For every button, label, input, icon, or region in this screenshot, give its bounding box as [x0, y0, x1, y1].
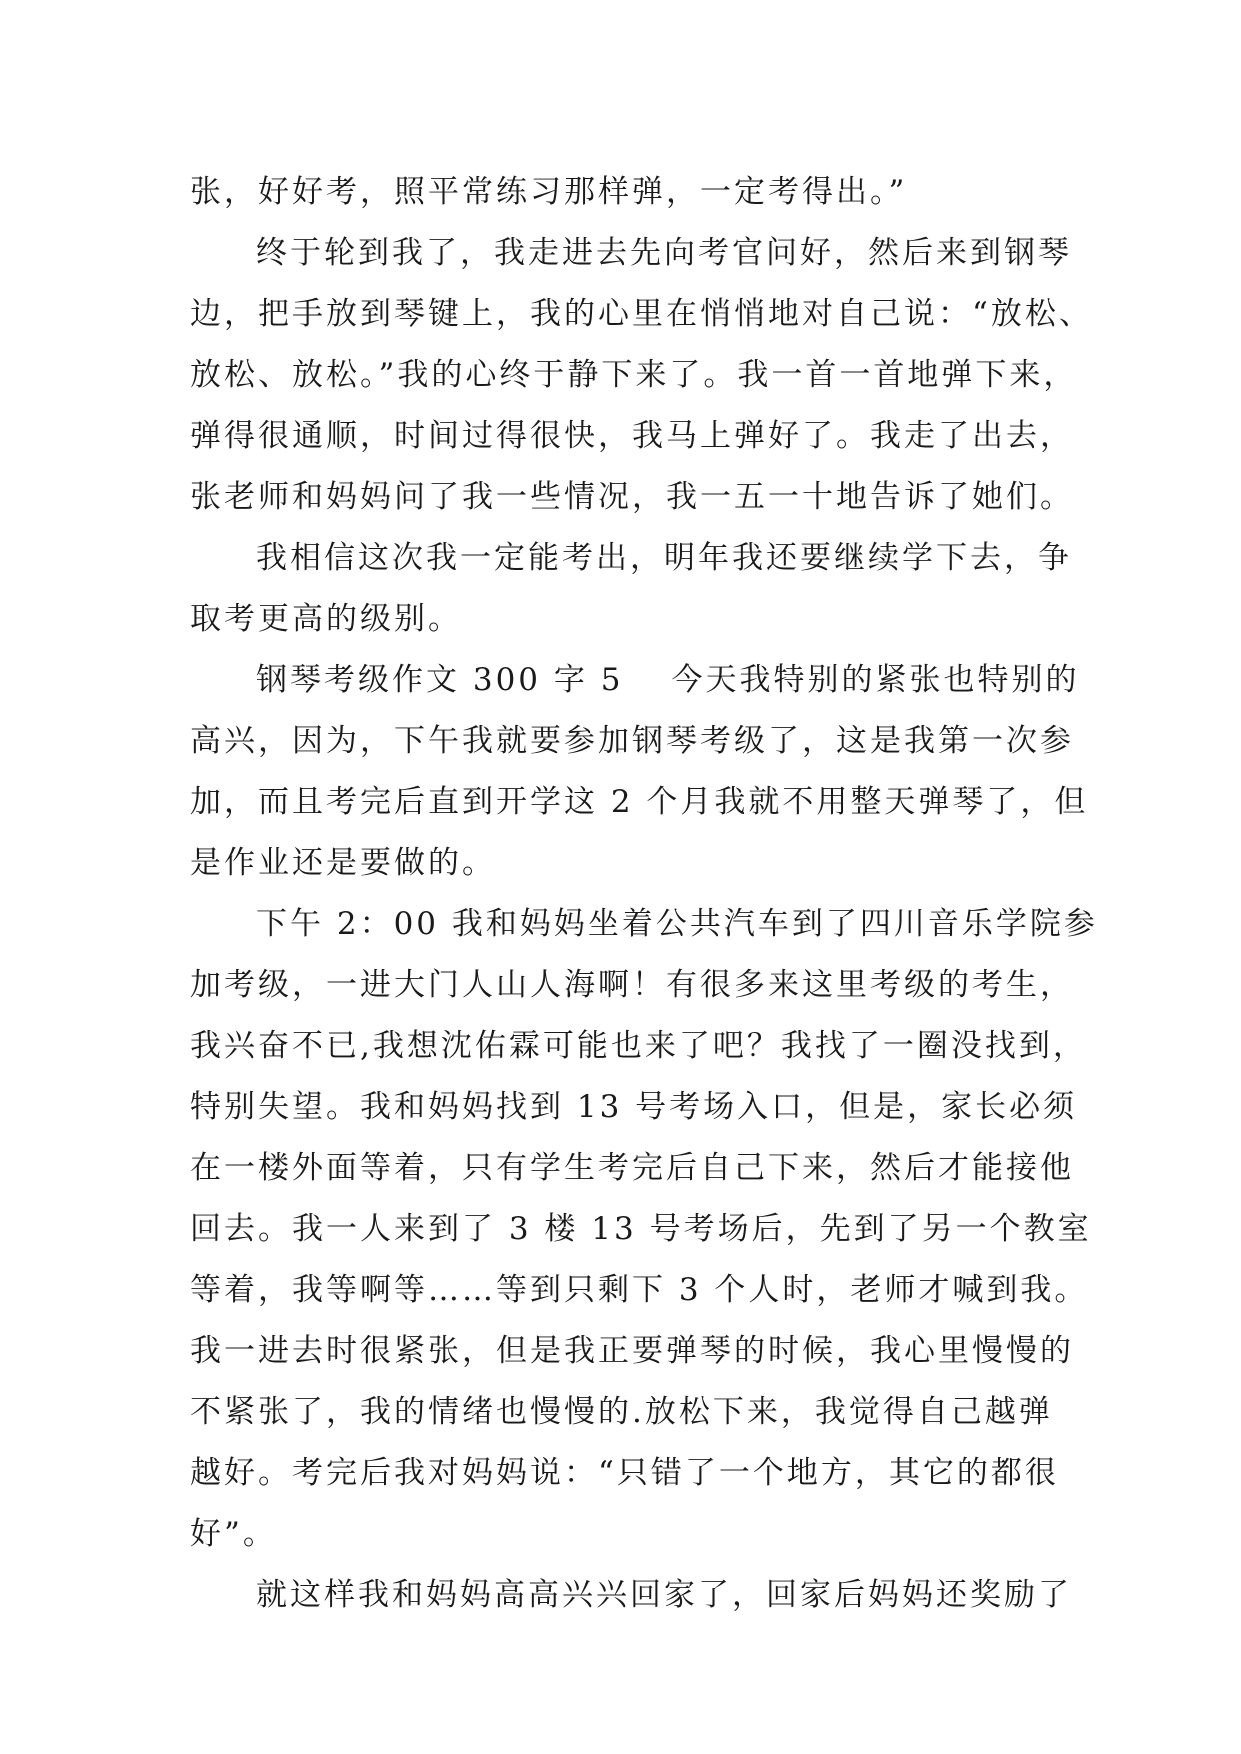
- text-line: 加考级，一进大门人山人海啊！有很多来这里考级的考生，: [190, 967, 1074, 1003]
- essay-body: [190, 162, 1098, 1626]
- text-line: 张，好好考，照平常练习那样弹，一定考得出。”: [190, 174, 908, 210]
- text-line: 好”。: [190, 1516, 277, 1552]
- text-line: 下午 2：00 我和妈妈坐着公共汽车到了四川音乐学院参: [256, 906, 1098, 942]
- text-line: 高兴，因为，下午我就要参加钢琴考级了，这是我第一次参: [190, 723, 1074, 759]
- text-line: 等着，我等啊等……等到只剩下 3 个人时，老师才喊到我。: [190, 1272, 1089, 1308]
- text-line: 我相信这次我一定能考出，明年我还要继续学下去，争: [256, 540, 1072, 576]
- text-line: 越好。考完后我对妈妈说：“只错了一个地方，其它的都很: [190, 1455, 1059, 1491]
- text-line: 加，而且考完后直到开学这 2 个月我就不用整天弹琴了，但: [190, 784, 1089, 820]
- text-line: 是作业还是要做的。: [190, 845, 496, 881]
- text-line: 不紧张了，我的情绪也慢慢的.放松下来，我觉得自己越弹: [190, 1394, 1053, 1430]
- text-line: 张老师和妈妈问了我一些情况，我一五一十地告诉了她们。: [190, 479, 1074, 515]
- text-line: 在一楼外面等着，只有学生考完后自己下来，然后才能接他: [190, 1150, 1074, 1186]
- text-line: 我一进去时很紧张，但是我正要弹琴的时候，我心里慢慢的: [190, 1333, 1074, 1369]
- section-heading-line: [190, 650, 1080, 711]
- text-line: 弹得很通顺，时间过得很快，我马上弹好了。我走了出去，: [190, 418, 1074, 454]
- text-line: 我兴奋不已,我想沈佑霖可能也来了吧？我找了一圈没找到，: [190, 1028, 1087, 1064]
- text-line: 终于轮到我了，我走进去先向考官问好，然后来到钢琴: [256, 235, 1072, 271]
- section-first-sentence: 今天我特别的紧张也特别的: [671, 662, 1080, 698]
- text-line: 放松、放松。”我的心终于静下来了。我一首一首地弹下来，: [190, 357, 1078, 393]
- text-line: 回去。我一人来到了 3 楼 13 号考场后，先到了另一个教室: [190, 1211, 1092, 1247]
- text-line: 边，把手放到琴键上，我的心里在悄悄地对自己说：“放松、: [190, 296, 1093, 332]
- text-line: 就这样我和妈妈高高兴兴回家了，回家后妈妈还奖励了: [256, 1577, 1072, 1613]
- section-heading: 钢琴考级作文 300 字 5: [256, 662, 624, 698]
- text-line: 特别失望。我和妈妈找到 13 号考场入口，但是，家长必须: [190, 1089, 1078, 1125]
- text-line: 取考更高的级别。: [190, 601, 462, 637]
